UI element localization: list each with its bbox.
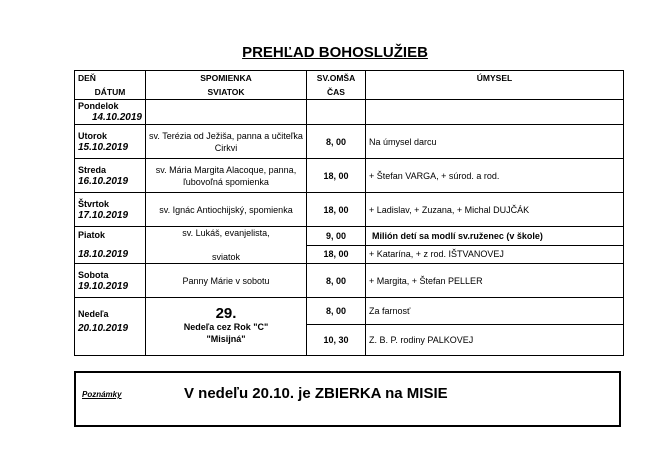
day-name: Nedeľa <box>78 309 109 319</box>
table-row <box>75 264 624 298</box>
day-date: 20.10.2019 <box>78 323 129 334</box>
header-feast: SPOMIENKA <box>146 71 307 86</box>
day-cell <box>75 298 146 356</box>
table-row <box>75 159 624 193</box>
table-row <box>75 298 624 325</box>
time-cell: 18, 00 <box>307 193 366 227</box>
time-cell: 10, 30 <box>307 325 366 356</box>
table-row <box>75 100 624 125</box>
day-name: Streda <box>78 164 107 175</box>
header-time: ČAS <box>307 85 366 100</box>
header-row-2 <box>75 85 624 100</box>
time-cell: 8, 00 <box>307 264 366 298</box>
header-holiday: SVIATOK <box>146 85 307 100</box>
feast-cell <box>146 100 307 125</box>
feast-cell: sv. Terézia od Ježiša, panna a učiteľka Cirkvi <box>146 125 307 159</box>
intention-cell: Za farnosť <box>366 298 624 325</box>
header-mass: SV.OMŠA <box>307 71 366 86</box>
day-name: Utorok <box>78 130 107 141</box>
notes-box <box>74 371 621 427</box>
time-cell: 8, 00 <box>307 298 366 325</box>
feast-cell <box>146 298 307 356</box>
intention-cell: Z. B. P. rodiny PALKOVEJ <box>366 325 624 356</box>
day-cell <box>75 193 146 227</box>
day-cell <box>75 227 146 264</box>
feast-line: sv. Lukáš, evanjelista, <box>182 228 270 238</box>
feast-line: "Misijná" <box>206 334 246 344</box>
schedule-table <box>74 70 624 356</box>
day-date: 15.10.2019 <box>78 141 129 153</box>
feast-line: 29. <box>215 305 237 322</box>
intention-cell <box>366 100 624 125</box>
intention-cell: Na úmysel darcu <box>366 125 624 159</box>
header-date: DÁTUM <box>75 85 146 100</box>
day-name: Sobota <box>78 269 109 280</box>
day-date: 17.10.2019 <box>78 209 129 221</box>
day-date: 14.10.2019 <box>91 112 142 123</box>
feast-cell: sv. Ignác Antiochijský, spomienka <box>146 193 307 227</box>
intention-cell: + Ladislav, + Zuzana, + Michal DUJČÁK <box>366 193 624 227</box>
intention-cell: + Katarína, + z rod. IŠTVANOVEJ <box>366 245 624 264</box>
intention-cell: Milión detí sa modlí sv.ruženec (v škole) <box>366 227 624 246</box>
day-cell <box>75 264 146 298</box>
feast-line: sviatok <box>211 252 240 262</box>
page-title: PREHĽAD BOHOSLUŽIEB <box>242 44 428 61</box>
notes-message: V nedeľu 20.10. je ZBIERKA na MISIE <box>184 385 448 402</box>
notes-label: Poznámky <box>82 390 122 399</box>
day-name: Piatok <box>78 230 106 240</box>
day-cell <box>75 159 146 193</box>
table-row <box>75 193 624 227</box>
day-cell <box>75 125 146 159</box>
time-cell: 18, 00 <box>307 245 366 264</box>
header-row-1 <box>75 71 624 86</box>
feast-cell <box>146 227 307 264</box>
feast-cell: sv. Mária Margita Alacoque, panna, ľubovoľná spomienka <box>146 159 307 193</box>
time-cell: 9, 00 <box>307 227 366 246</box>
day-name: Štvrtok <box>78 198 110 209</box>
time-cell: 18, 00 <box>307 159 366 193</box>
feast-line: Nedeľa cez Rok "C" <box>183 322 269 332</box>
header-intention: ÚMYSEL <box>366 71 624 86</box>
feast-cell: Panny Márie v sobotu <box>146 264 307 298</box>
day-cell <box>75 100 146 125</box>
day-date: 16.10.2019 <box>78 175 129 187</box>
header-day: DEŇ <box>75 71 146 86</box>
day-name: Pondelok <box>78 101 119 111</box>
intention-cell: + Štefan VARGA, + súrod. a rod. <box>366 159 624 193</box>
time-cell <box>307 100 366 125</box>
header-intention-blank <box>366 85 624 100</box>
day-date: 18.10.2019 <box>78 249 129 260</box>
table-row <box>75 125 624 159</box>
time-cell: 8, 00 <box>307 125 366 159</box>
table-row <box>75 227 624 246</box>
intention-cell: + Margita, + Štefan PELLER <box>366 264 624 298</box>
day-date: 19.10.2019 <box>78 280 129 292</box>
